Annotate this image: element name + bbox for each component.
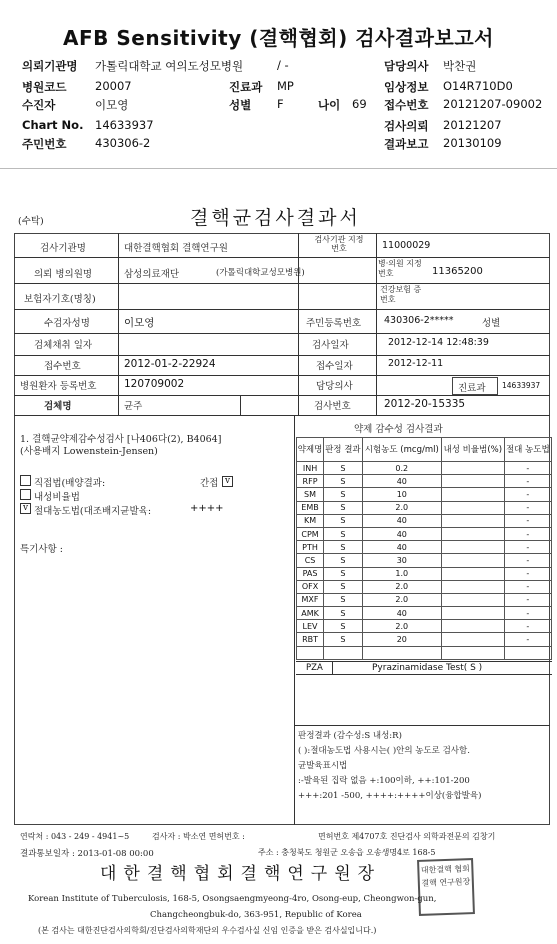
row-divider [14,333,550,334]
result-report-date: 결과통보일자 : 2013-01-08 00:00 [20,849,154,859]
rrn-label: 주민번호 [22,137,67,151]
direct-method-label: 직접법(배양결과: [34,478,106,489]
insurer-label: 보험자기호(명칭) [24,294,96,305]
sus-cell: INH [297,462,324,475]
sus-cell: AMK [297,607,324,620]
sus-cell: RFP [297,475,324,488]
col-divider [298,233,299,415]
report-title: AFB Sensitivity (결핵협회) 검사결과보고서 [63,26,494,50]
absolute-method-value: ++++ [190,503,224,514]
receipt-date-label: 접수일자 [316,361,353,372]
row-divider [14,309,550,310]
sus-row [297,580,552,593]
sus-cell: LEV [297,620,324,633]
legend-line5: +++:201 -500, ++++:++++이상(융합발육) [298,791,482,801]
sus-row [297,646,552,659]
indirect-method-label: 간접 [200,478,219,489]
sus-cell: S [324,541,363,554]
recipient-label: 수진자 [22,98,56,112]
sus-cell: S [324,462,363,475]
dept-label: 진료과 [229,80,263,94]
lab-name-label: 검사기관명 [40,243,86,254]
sus-cell: - [504,501,551,514]
ratio-method-label: 내성비율법 [34,492,80,503]
sex-label: 성별 [229,98,252,112]
age-value: 69 [352,97,367,111]
receipt-date-value: 2012-12-11 [388,358,444,369]
sus-cell [441,514,504,527]
rrn-value: 430306-2 [95,136,151,150]
hospital-code-label: 병원코드 [22,80,67,94]
hosp-name-note: (가톨릭대학교성모병원) [216,268,305,278]
sus-cell: CS [297,554,324,567]
row-divider [14,415,550,416]
sus-row [297,541,552,554]
request-date-label: 검사의뢰 [384,119,429,133]
sus-cell: S [324,620,363,633]
col-divider [118,233,119,415]
sus-cell: - [504,541,551,554]
sus-cell [441,607,504,620]
institution-value: 가톨릭대학교 여의도성모병원 [95,59,244,73]
sus-cell: S [324,567,363,580]
specimen-value: 균주 [124,401,143,412]
sus-row [297,501,552,514]
report-date-label: 결과보고 [384,137,429,151]
sus-cell: KM [297,514,324,527]
org-name: 대한결핵협회결핵연구원장 [100,864,382,884]
col-divider [294,415,295,825]
sus-row [297,527,552,540]
sus-cell: - [504,633,551,646]
sus-cell: - [504,593,551,606]
sus-cell: 0.2 [362,462,441,475]
official-seal: 대한결핵 협회결핵 연구원장 [417,858,475,916]
sus-cell [324,646,363,659]
sus-row [297,554,552,567]
sus-cell: - [504,620,551,633]
sus-cell: RBT [297,633,324,646]
test-no-value: 2012-20-15335 [384,398,466,410]
license: 면허번호 제4707호 진단검사 의학과전문의 김창기 [318,832,496,841]
sus-cell: S [324,527,363,540]
sex-field: 성별 [482,318,501,329]
sus-cell: 10 [362,488,441,501]
scanned-result-form [0,168,557,944]
sus-title: 약제 감수성 검사결과 [354,424,443,435]
clinical-label: 임상정보 [384,80,429,94]
indirect-method-checkbox[interactable]: v [222,476,233,487]
sus-cell [441,462,504,475]
sus-row [297,475,552,488]
sus-cell: - [504,554,551,567]
receipt-no-value: 2012-01-2-22924 [124,358,216,370]
reg-no-value: 120709002 [124,378,185,390]
sus-header-cell: 내성 비율범(%) [441,438,504,462]
sus-cell [441,580,504,593]
sus-cell [441,488,504,501]
patient-label: 수검자성명 [44,318,90,329]
rrn-label: 주민등록번호 [306,318,362,329]
doctor-label: 담당의사 [384,59,429,73]
sus-cell: CPM [297,527,324,540]
sus-header-cell: 시험농도 (mcg/ml) [362,438,441,462]
sus-cell: S [324,554,363,567]
col-divider [332,661,333,674]
reg-no-label: 병원환자 등록번호 [20,381,97,392]
chart-value: 14633937 [95,118,154,132]
sus-cell [441,567,504,580]
method-line2: (사용배지 Lowenstein-Jensen) [20,446,158,457]
contact: 연락처 : 043 - 249 - 4941~5 [20,832,130,841]
ward-value: / - [277,58,289,72]
sus-cell: OFX [297,580,324,593]
sus-cell: 2.0 [362,501,441,514]
report-date-value: 20130109 [443,136,502,150]
doctor-value: 박찬권 [443,59,477,73]
col-divider [376,233,377,415]
sus-cell: - [504,527,551,540]
legend-line3: 균발육표시법 [298,761,348,771]
specimen-label: 검체명 [44,401,72,412]
remarks-label: 특기사항 : [20,544,63,555]
sus-cell: SM [297,488,324,501]
chart-label: Chart No. [22,118,84,132]
direct-method-checkbox[interactable] [20,475,31,486]
recipient-value: 이모영 [95,98,129,112]
sus-cell: S [324,633,363,646]
lab-no-value: 11000029 [382,240,431,251]
susceptibility-table [296,437,552,660]
sus-cell [297,646,324,659]
method-line1: 1. 결핵균약제감수성검사 [나406다(2), B4064] [20,434,222,445]
hospital-code-value: 20007 [95,79,132,93]
receipt-no-label: 접수번호 [384,98,429,112]
sus-cell: 40 [362,475,441,488]
sus-cell [441,501,504,514]
col-divider [240,395,241,415]
dept-label: 진료과 [458,383,486,394]
sus-header-cell: 판정 결과 [324,438,363,462]
address-ko: 주소 : 충청북도 청원군 오송읍 오송생명4로 168-5 [258,848,436,857]
request-date-value: 20121207 [443,118,502,132]
examiner: 검사자 : 박소연 면허번호 : [152,832,245,841]
legend-line4: :-발육된 집락 없음 +:100이하, ++:101-200 [298,776,470,786]
sus-cell: - [504,580,551,593]
address-en-line1: Korean Institute of Tuberculosis, 168-5, Osongsaengmyeong-4ro, Osong-eup, Cheongwon-gun, [28,894,437,904]
sus-cell: 30 [362,554,441,567]
sus-cell: - [504,567,551,580]
sus-cell: PTH [297,541,324,554]
hosp-name-label: 의뢰 병의원명 [34,269,93,280]
row-divider [296,674,552,675]
age-label: 나이 [318,98,341,112]
clinical-value: O14R710D0 [443,79,513,93]
sus-cell: - [504,607,551,620]
sus-cell: S [324,514,363,527]
request-tag: (수탁) [18,216,44,227]
test-no-label: 검사번호 [314,401,351,412]
institution-label: 의뢰기관명 [22,59,78,73]
row-divider [14,395,550,396]
sus-cell [441,541,504,554]
sus-cell: PAS [297,567,324,580]
sus-row [297,633,552,646]
receipt-no-label: 접수번호 [44,361,81,372]
legend-line2: ( ):절대농도법 사용시는( )안의 농도로 검사함. [298,746,470,756]
sus-cell [441,554,504,567]
sus-header-cell: 절대 농도법 [504,438,551,462]
sex-value: F [277,97,284,111]
sus-row [297,620,552,633]
sus-cell [441,527,504,540]
ratio-method-checkbox[interactable] [20,489,31,500]
sus-cell: S [324,593,363,606]
sus-cell: 20 [362,633,441,646]
sus-cell [441,475,504,488]
receipt-no-value: 20121207-09002 [443,97,543,111]
address-en-line2: Changcheongbuk-do, 363-951, Republic of Korea [150,910,362,920]
sus-cell [441,646,504,659]
legend-line1: 판정결과 (감수성:S 내성:R) [298,731,402,741]
row-divider [294,725,550,726]
sus-cell [441,633,504,646]
sus-cell: - [504,488,551,501]
form-title: 결핵균검사결과서 [190,207,361,229]
sus-header-cell: 약제명 [297,438,324,462]
sus-cell: S [324,488,363,501]
sus-cell [362,646,441,659]
sus-cell: 2.0 [362,593,441,606]
hosp-name-value: 삼성의료재단 [124,269,180,280]
sus-cell [504,646,551,659]
pza-label: PZA [306,663,323,673]
row-divider [14,375,550,376]
sus-cell: MXF [297,593,324,606]
sus-row [297,593,552,606]
sus-row [297,488,552,501]
absolute-method-label: 절대농도법(대조배지균발육: [34,506,152,517]
sus-cell: EMB [297,501,324,514]
row-divider [14,355,550,356]
sus-row [297,514,552,527]
sus-cell: - [504,462,551,475]
lab-no-label: 검사기관 지정번호 [314,235,364,253]
doctor-label: 담당의사 [316,381,353,392]
sus-cell: S [324,475,363,488]
sus-cell: 40 [362,541,441,554]
absolute-method-checkbox[interactable]: v [20,503,31,514]
sus-cell: 1.0 [362,567,441,580]
patient-value: 이모영 [124,317,155,329]
footer-note: (본 검사는 대한진단검사의학회/진단검사의학재단의 우수검사실 신임 인증을 받은 검사실입니다.) [38,926,377,935]
dept-value: MP [277,79,294,93]
sus-cell: S [324,580,363,593]
test-date-value: 2012-12-14 12:48:39 [388,337,489,348]
sus-row [297,462,552,475]
sus-cell: 40 [362,527,441,540]
sus-cell: 2.0 [362,620,441,633]
sus-cell: S [324,607,363,620]
sus-cell: 40 [362,514,441,527]
rrn-value: 430306-2***** [384,315,454,326]
sus-cell [441,593,504,606]
sus-cell: - [504,475,551,488]
pza-value: Pyrazinamidase Test( S ) [372,663,483,673]
dept-value: 14633937 [502,381,541,390]
hosp-no-label: 병·의원 지정번호 [378,259,422,278]
test-date-label: 검사일자 [312,340,349,351]
row-divider [14,257,550,258]
sus-cell: 40 [362,607,441,620]
lab-name-value: 대한결핵협회 결핵연구원 [124,243,228,254]
collector-label: 검체채취 일자 [34,340,93,351]
sus-cell: 2.0 [362,580,441,593]
row-divider [14,283,550,284]
sus-row [297,567,552,580]
sus-row [297,607,552,620]
sus-cell: S [324,501,363,514]
sus-cell: - [504,514,551,527]
sus-cell [441,620,504,633]
hosp-no-value: 11365200 [432,266,483,277]
health-no-label: 건강보험 증번호 [380,285,422,304]
row-divider [296,661,552,662]
